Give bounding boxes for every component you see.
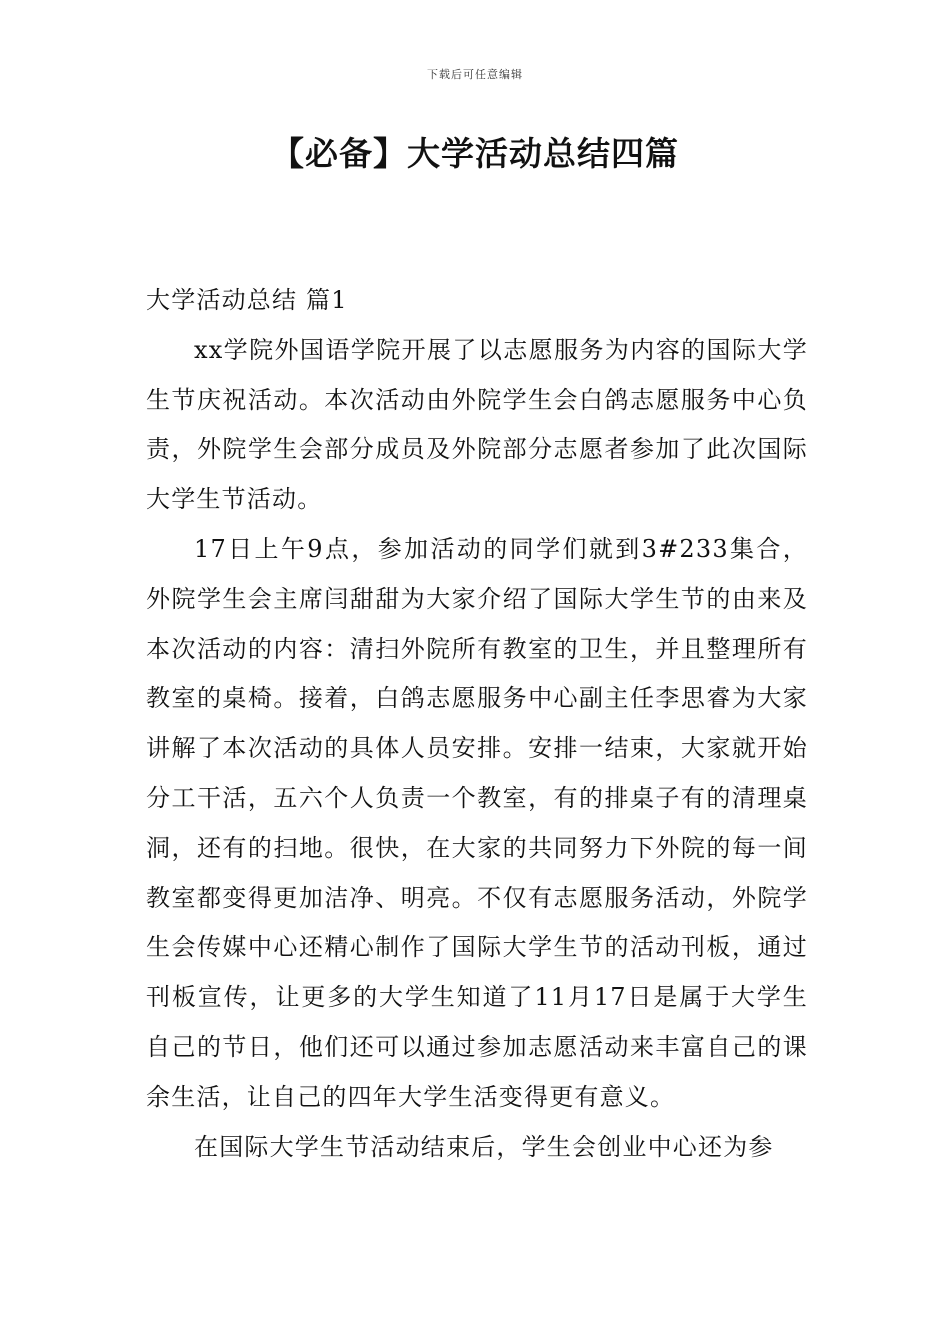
section-heading: 大学活动总结 篇1 [146,286,348,314]
header-note: 下载后可任意编辑 [427,68,523,81]
document-title: 【必备】大学活动总结四篇 [271,134,679,173]
paragraph-3: 在国际大学生节活动结束后，学生会创业中心还为参 [194,1132,774,1161]
paragraph-1: xx学院外国语学院开展了以志愿服务为内容的国际大学生节庆祝活动。本次活动由外院学生会白鸽志愿服务中心负责，外院学生会部分成员及外院部分志愿者参加了此次国际大学生节活动。 [146,335,808,514]
document-body [146,276,808,1172]
paragraph-2: 17日上午9点，参加活动的同学们就到3#233集合，外院学生会主席闫甜甜为大家介绍了国际大学生节的由来及本次活动的内容：清扫外院所有教室的卫生，并且整理所有教室的桌椅。接着，白鸽志愿服务中心副主任李思睿为大家讲解了本次活动的具体人员安排。安排一结束，大家就开始分工干活，五六个人负责一个教室，有的排桌子有的清理桌洞，还有的扫地。很快，在大家的共同努力下外院的每一间教室都变得更加洁净、明亮。不仅有志愿服务活动，外院学生会传媒中心还精心制作了国际大学生节的活动刊板，通过刊板宣传，让更多的大学生知道了11月17日是属于大学生自己的节日，他们还可以通过参加志愿活动来丰富自己的课余生活，让自己的四年大学生活变得更有意义。 [146,534,808,1111]
